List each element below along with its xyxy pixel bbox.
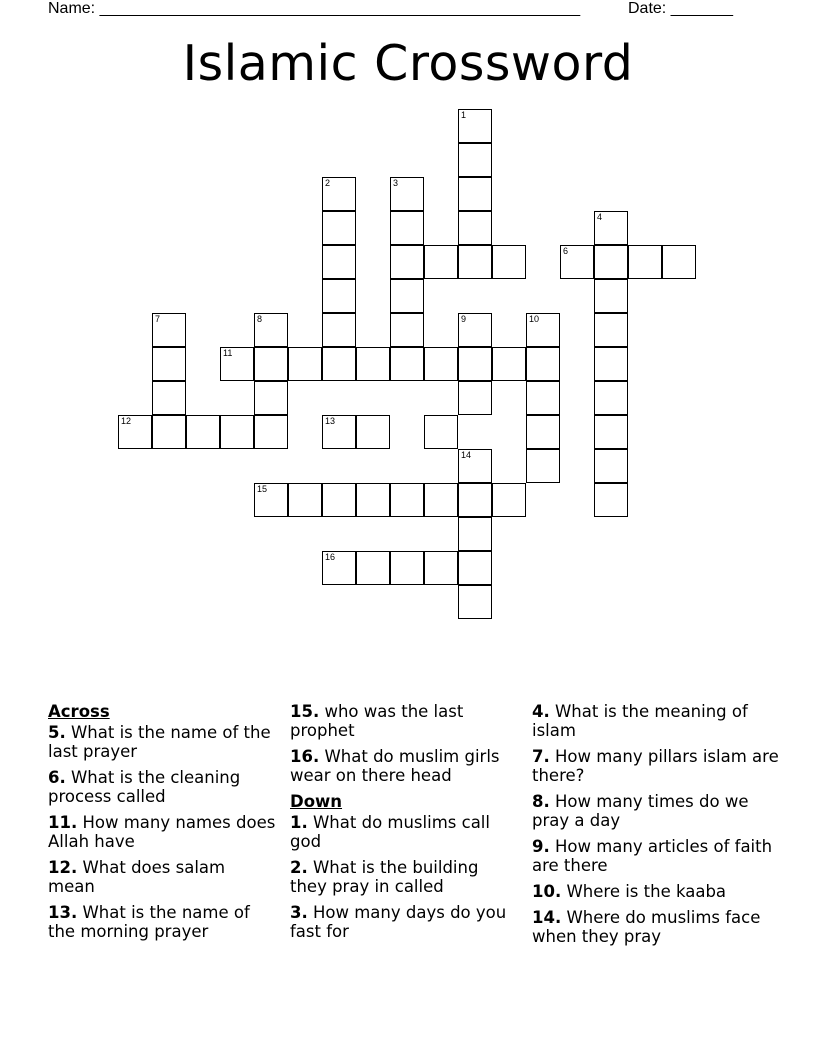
grid-cell[interactable] — [662, 245, 696, 279]
grid-cell-2[interactable] — [322, 177, 356, 211]
cell-number: 9 — [461, 314, 467, 324]
grid-cell-14[interactable] — [458, 449, 492, 483]
grid-cell[interactable] — [458, 347, 492, 381]
grid-cell[interactable] — [594, 449, 628, 483]
name-field-label: Name: ______________________________________________________ — [48, 0, 581, 17]
grid-cell[interactable] — [322, 279, 356, 313]
clue-down-3 — [290, 903, 518, 941]
grid-cell[interactable] — [322, 245, 356, 279]
grid-cell[interactable] — [322, 347, 356, 381]
grid-cell[interactable] — [594, 245, 628, 279]
grid-cell-15[interactable] — [254, 483, 288, 517]
grid-cell[interactable] — [492, 347, 526, 381]
clue-number: 9. — [532, 837, 550, 856]
grid-cell-13[interactable] — [322, 415, 356, 449]
grid-cell[interactable] — [288, 347, 322, 381]
grid-cell[interactable] — [424, 551, 458, 585]
across-heading: Across — [48, 702, 110, 721]
grid-cell-10[interactable] — [526, 313, 560, 347]
clue-text: How many names does Allah have — [48, 813, 276, 851]
clue-number: 12. — [48, 858, 78, 877]
clue-number: 2. — [290, 858, 308, 877]
clue-down-9 — [532, 837, 782, 875]
clue-number: 4. — [532, 702, 550, 721]
grid-cell[interactable] — [424, 245, 458, 279]
clue-number: 5. — [48, 723, 66, 742]
clue-number: 7. — [532, 747, 550, 766]
clue-text: How many pillars islam are there? — [532, 747, 779, 785]
grid-cell[interactable] — [458, 211, 492, 245]
cell-number: 10 — [529, 314, 540, 324]
clue-across-12 — [48, 858, 276, 896]
cell-number: 1 — [461, 110, 467, 120]
clue-down-14 — [532, 908, 782, 946]
clue-text: What is the building they pray in called — [290, 858, 479, 896]
grid-cell[interactable] — [594, 279, 628, 313]
clue-text: What is the name of the last prayer — [48, 723, 271, 761]
clue-text: What do muslims call god — [290, 813, 490, 851]
clue-down-2 — [290, 858, 518, 896]
cell-number: 8 — [257, 314, 263, 324]
clue-text: Where do muslims face when they pray — [532, 908, 761, 946]
clue-number: 16. — [290, 747, 320, 766]
clue-column-2 — [290, 702, 518, 948]
clue-number: 1. — [290, 813, 308, 832]
clue-across-5 — [48, 723, 276, 761]
grid-cell[interactable] — [594, 381, 628, 415]
grid-cell[interactable] — [594, 347, 628, 381]
cell-number: 2 — [325, 178, 331, 188]
clue-down-4 — [532, 702, 782, 740]
cell-number: 14 — [461, 450, 472, 460]
clue-text: What is the name of the morning prayer — [48, 903, 250, 941]
clue-across-6 — [48, 768, 276, 806]
grid-cell[interactable] — [492, 245, 526, 279]
grid-cell-7[interactable] — [152, 313, 186, 347]
grid-cell[interactable] — [390, 245, 424, 279]
grid-cell-9[interactable] — [458, 313, 492, 347]
grid-cell[interactable] — [356, 551, 390, 585]
clue-number: 10. — [532, 882, 562, 901]
clue-text: who was the last prophet — [290, 702, 464, 740]
grid-cell[interactable] — [594, 313, 628, 347]
grid-cell-6[interactable] — [560, 245, 594, 279]
clue-across-11 — [48, 813, 276, 851]
cell-number: 7 — [155, 314, 161, 324]
clue-text: What do muslim girls wear on there head — [290, 747, 500, 785]
clue-column-1 — [48, 702, 276, 948]
clue-down-8 — [532, 792, 782, 830]
grid-cell[interactable] — [390, 483, 424, 517]
clue-number: 14. — [532, 908, 562, 927]
grid-cell[interactable] — [322, 313, 356, 347]
grid-cell[interactable] — [458, 551, 492, 585]
grid-cell[interactable] — [458, 517, 492, 551]
clue-text: How many days do you fast for — [290, 903, 507, 941]
grid-cell-1[interactable] — [458, 109, 492, 143]
cell-number: 13 — [325, 416, 336, 426]
grid-cell[interactable] — [458, 381, 492, 415]
grid-cell[interactable] — [390, 347, 424, 381]
grid-cell[interactable] — [594, 483, 628, 517]
clue-down-10 — [532, 882, 782, 901]
grid-cell[interactable] — [254, 415, 288, 449]
grid-cell[interactable] — [356, 415, 390, 449]
clue-number: 13. — [48, 903, 78, 922]
clue-number: 11. — [48, 813, 78, 832]
grid-cell[interactable] — [390, 279, 424, 313]
cell-number: 4 — [597, 212, 603, 222]
grid-cell[interactable] — [254, 381, 288, 415]
clue-text: What does salam mean — [48, 858, 226, 896]
clue-number: 3. — [290, 903, 308, 922]
cell-number: 12 — [121, 416, 132, 426]
page-title: Islamic Crossword — [182, 35, 634, 92]
clue-text: What is the meaning of islam — [532, 702, 748, 740]
grid-cell[interactable] — [458, 585, 492, 619]
grid-cell[interactable] — [288, 483, 322, 517]
grid-cell[interactable] — [186, 415, 220, 449]
grid-cell[interactable] — [390, 313, 424, 347]
grid-cell-11[interactable] — [220, 347, 254, 381]
clue-text: How many articles of faith are there — [532, 837, 773, 875]
clue-number: 8. — [532, 792, 550, 811]
grid-cell[interactable] — [458, 177, 492, 211]
grid-cell[interactable] — [152, 415, 186, 449]
grid-cell[interactable] — [356, 347, 390, 381]
clue-column-3 — [532, 702, 782, 953]
grid-cell[interactable] — [152, 381, 186, 415]
grid-cell[interactable] — [628, 245, 662, 279]
grid-cell-4[interactable] — [594, 211, 628, 245]
clue-text: What is the cleaning process called — [48, 768, 241, 806]
grid-cell[interactable] — [322, 483, 356, 517]
clue-across-15 — [290, 702, 518, 740]
grid-cell[interactable] — [390, 211, 424, 245]
grid-cell[interactable] — [424, 347, 458, 381]
cell-number: 3 — [393, 178, 399, 188]
grid-cell[interactable] — [322, 211, 356, 245]
grid-cell[interactable] — [458, 143, 492, 177]
down-heading: Down — [290, 792, 343, 811]
grid-cell[interactable] — [526, 449, 560, 483]
grid-cell-3[interactable] — [390, 177, 424, 211]
grid-cell[interactable] — [458, 483, 492, 517]
clue-number: 6. — [48, 768, 66, 787]
cell-number: 6 — [563, 246, 569, 256]
clue-across-13 — [48, 903, 276, 941]
grid-cell[interactable] — [390, 551, 424, 585]
grid-cell[interactable] — [254, 347, 288, 381]
grid-cell-8[interactable] — [254, 313, 288, 347]
grid-cell[interactable] — [594, 415, 628, 449]
grid-cell[interactable] — [152, 347, 186, 381]
clue-number: 15. — [290, 702, 320, 721]
grid-cell[interactable] — [424, 483, 458, 517]
grid-cell[interactable] — [526, 347, 560, 381]
clue-text: Where is the kaaba — [561, 882, 727, 901]
grid-cell-12[interactable] — [118, 415, 152, 449]
cell-number: 15 — [257, 484, 268, 494]
clue-text: How many times do we pray a day — [532, 792, 749, 830]
clue-down-7 — [532, 747, 782, 785]
cell-number: 11 — [223, 348, 233, 358]
cell-number: 16 — [325, 552, 336, 562]
grid-cell[interactable] — [458, 245, 492, 279]
grid-cell[interactable] — [492, 483, 526, 517]
grid-cell[interactable] — [526, 381, 560, 415]
grid-cell[interactable] — [424, 415, 458, 449]
grid-cell[interactable] — [220, 415, 254, 449]
grid-cell-16[interactable] — [322, 551, 356, 585]
grid-cell[interactable] — [526, 415, 560, 449]
clue-down-1 — [290, 813, 518, 851]
grid-cell[interactable] — [356, 483, 390, 517]
clue-across-16 — [290, 747, 518, 785]
date-field-label: Date: _______ — [628, 0, 733, 17]
